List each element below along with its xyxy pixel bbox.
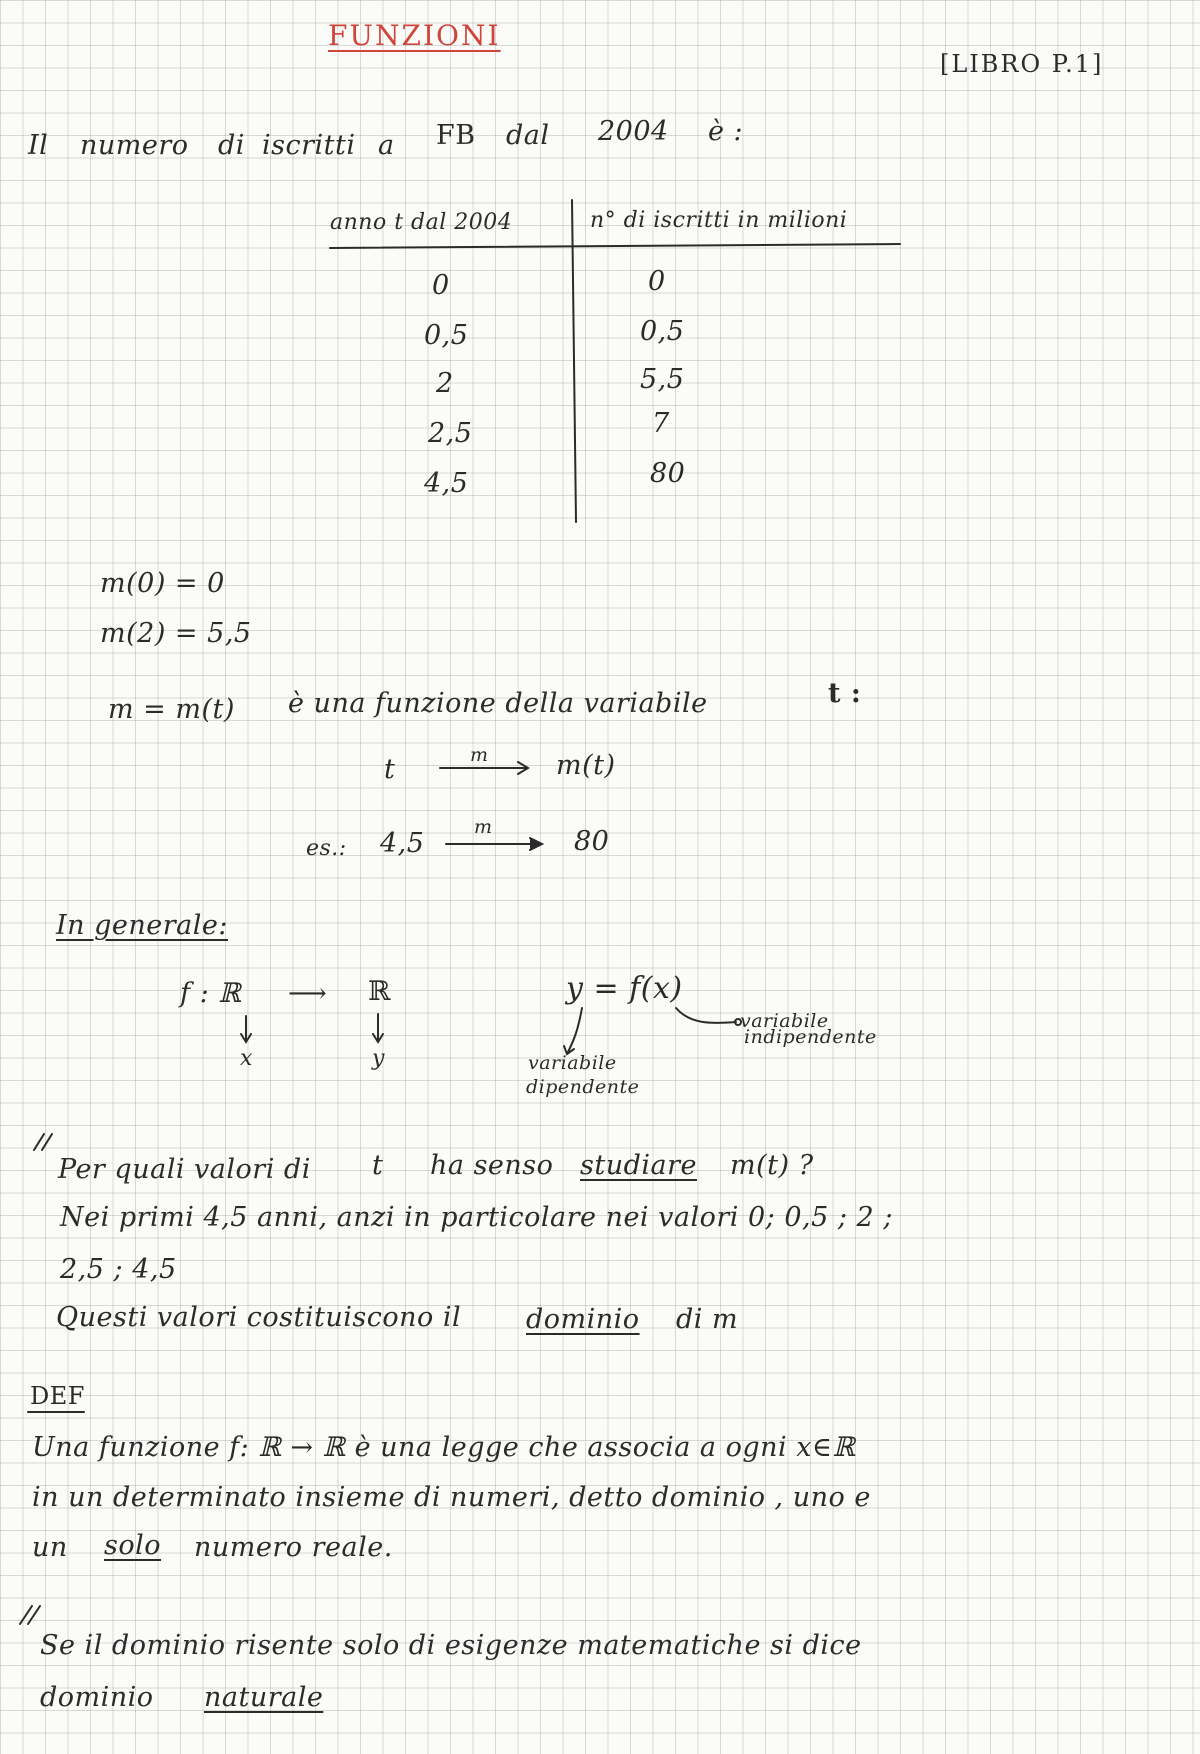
function-var: t :	[828, 678, 862, 709]
table-header-year: anno t dal 2004	[330, 210, 513, 235]
example-from: 4,5	[380, 828, 425, 859]
table-header-subscribers: n° di iscritti in milioni	[590, 208, 848, 233]
mapping-to: m(t)	[556, 750, 616, 781]
independent-label-1: variabile	[740, 1010, 829, 1032]
question-part: Per quali valori di	[58, 1154, 311, 1185]
pointer-dot	[735, 1019, 741, 1025]
question-line-3: 2,5 ; 4,5	[60, 1254, 177, 1285]
example-m2: m(2) = 5,5	[100, 618, 252, 649]
table-cell-t: 2,5	[428, 418, 473, 449]
mapping-arrow-label: m	[470, 744, 489, 766]
question-line-4c: di m	[676, 1304, 739, 1335]
general-f-domain: f : ℝ	[180, 978, 242, 1009]
definition-line-3c: numero reale.	[194, 1532, 393, 1563]
example-label: es.:	[306, 836, 347, 861]
table-cell-n: 0,5	[640, 316, 685, 347]
example-m0: m(0) = 0	[100, 568, 225, 599]
table-cell-n: 0	[648, 266, 666, 297]
independent-label-2: indipendente	[744, 1026, 877, 1048]
function-text: è una funzione della variabile	[288, 688, 708, 719]
table-header-rule	[330, 244, 900, 248]
book-reference: [LIBRO P.1]	[940, 50, 1104, 78]
general-y: y	[372, 1046, 385, 1071]
natural-term: naturale	[204, 1682, 324, 1713]
general-x: x	[240, 1046, 253, 1071]
question-var: t	[372, 1150, 384, 1181]
question-part: studiare	[580, 1150, 697, 1181]
function-lhs: m = m(t)	[108, 694, 235, 725]
example-arrow-label: m	[474, 816, 493, 838]
natural-line-2a: dominio	[40, 1682, 154, 1713]
natural-line-1: Se il dominio risente solo di esigenze matematiche si dice	[40, 1630, 862, 1661]
table-cell-t: 2	[436, 368, 454, 399]
dependent-pointer	[568, 1008, 582, 1052]
table-cell-n: 7	[652, 408, 670, 439]
domain-term: dominio	[526, 1304, 640, 1335]
table-divider	[572, 200, 576, 522]
dependent-label-2: dipendente	[526, 1076, 640, 1098]
question-part: ha senso	[430, 1150, 554, 1181]
definition-line-2: in un determinato insieme di numeri, detto dominio , uno e	[32, 1482, 871, 1513]
definition-line-1: Una funzione f: ℝ → ℝ è una legge che associa a ogni x∈ℝ	[32, 1432, 856, 1463]
table-cell-n: 80	[650, 458, 686, 489]
question-part: m(t) ?	[730, 1150, 814, 1181]
intro-word: iscritti	[262, 130, 356, 161]
table-cell-t: 0	[432, 270, 450, 301]
page-title: FUNZIONI	[328, 19, 501, 52]
question-line-2: Nei primi 4,5 anni, anzi in particolare nei valori 0; 0,5 ; 2 ;	[60, 1202, 893, 1233]
independent-pointer	[676, 1008, 736, 1023]
intro-word: dal	[506, 120, 550, 151]
general-arrow: ⟶	[288, 978, 328, 1009]
general-heading: In generale:	[56, 910, 228, 941]
intro-word: Il	[28, 130, 49, 161]
definition-line-3b: solo	[104, 1530, 162, 1561]
table-cell-t: 0,5	[424, 320, 469, 351]
table-cell-n: 5,5	[640, 364, 685, 395]
arrow-head	[530, 838, 542, 850]
general-codomain: ℝ	[368, 976, 391, 1007]
intro-word: è :	[708, 116, 744, 147]
table-cell-t: 4,5	[424, 468, 469, 499]
intro-word: a	[378, 130, 395, 161]
mapping-from: t	[384, 754, 396, 785]
definition-line-3a: un	[32, 1532, 68, 1563]
intro-word: di	[218, 130, 245, 161]
general-equation: y = f(x)	[566, 971, 683, 1006]
question-line-4a: Questi valori costituiscono il	[56, 1302, 462, 1333]
intro-word: 2004	[598, 116, 669, 147]
intro-word: numero	[80, 130, 189, 161]
definition-label: DEF	[30, 1382, 85, 1410]
example-to: 80	[574, 826, 610, 857]
intro-word: FB	[436, 120, 476, 151]
dependent-label-1: variabile	[528, 1052, 617, 1074]
